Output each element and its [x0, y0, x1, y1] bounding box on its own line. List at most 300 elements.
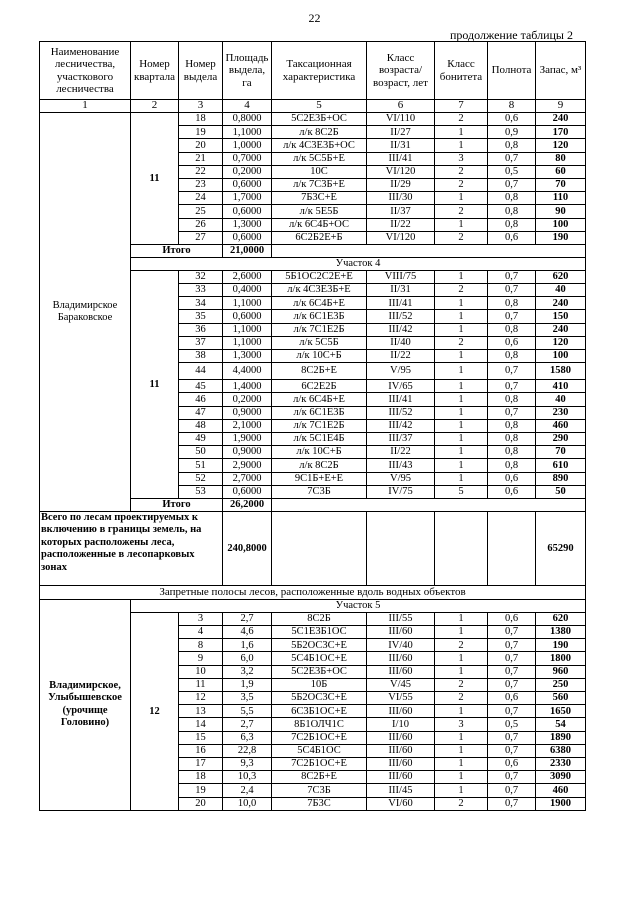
- age-cell: II/31: [367, 284, 435, 297]
- taxation-cell: л/к 6С4Б+Е: [272, 297, 367, 310]
- taxation-cell: 7С3Б: [272, 485, 367, 498]
- forestry-name: Владимирское Бараковское: [40, 113, 131, 512]
- bonitet-cell: 1: [435, 310, 488, 323]
- stock-cell: 1650: [536, 705, 586, 718]
- age-cell: VI/60: [367, 797, 435, 810]
- vydel-cell: 12: [179, 692, 223, 705]
- bonitet-cell: 1: [435, 406, 488, 419]
- taxation-cell: 8С2Б: [272, 612, 367, 625]
- age-cell: III/42: [367, 323, 435, 336]
- header-cell: Полнота: [488, 42, 536, 100]
- empty-cell: [272, 511, 367, 585]
- taxation-cell: 7С2Б1ОС+Е: [272, 757, 367, 770]
- vydel-cell: 20: [179, 139, 223, 152]
- area-cell: 1,0000: [223, 139, 272, 152]
- vydel-cell: 23: [179, 178, 223, 191]
- bonitet-cell: 1: [435, 270, 488, 283]
- vydel-cell: 37: [179, 336, 223, 349]
- bonitet-cell: 1: [435, 446, 488, 459]
- bonitet-cell: 1: [435, 744, 488, 757]
- age-cell: III/41: [367, 297, 435, 310]
- page-number: 22: [308, 11, 321, 25]
- density-cell: 0,7: [488, 797, 536, 810]
- bonitet-cell: 1: [435, 218, 488, 231]
- age-cell: III/43: [367, 459, 435, 472]
- header-cell: Таксационная характеристика: [272, 42, 367, 100]
- density-cell: 0,8: [488, 323, 536, 336]
- vydel-cell: 52: [179, 472, 223, 485]
- age-cell: III/60: [367, 757, 435, 770]
- taxation-cell: 5Б2ОС3С+Е: [272, 639, 367, 652]
- header-cell: Запас, м³: [536, 42, 586, 100]
- age-cell: VIII/75: [367, 270, 435, 283]
- area-cell: 1,9000: [223, 432, 272, 445]
- vydel-cell: 44: [179, 363, 223, 380]
- age-cell: III/60: [367, 744, 435, 757]
- taxation-cell: 7Б3С+Е: [272, 192, 367, 205]
- total-label: Итого: [131, 498, 223, 511]
- density-cell: 0,7: [488, 363, 536, 380]
- age-cell: VI/120: [367, 231, 435, 244]
- col-number: 2: [131, 100, 179, 113]
- taxation-cell: 5Б2ОС3С+Е: [272, 692, 367, 705]
- taxation-cell: л/к 5Е5Б: [272, 205, 367, 218]
- stock-cell: 50: [536, 485, 586, 498]
- bonitet-cell: 1: [435, 419, 488, 432]
- area-cell: 2,7: [223, 612, 272, 625]
- taxation-cell: 10Б: [272, 678, 367, 691]
- age-cell: III/52: [367, 310, 435, 323]
- stock-cell: 100: [536, 218, 586, 231]
- bonitet-cell: 1: [435, 784, 488, 797]
- density-cell: 0,7: [488, 178, 536, 191]
- stock-cell: 620: [536, 270, 586, 283]
- vydel-cell: 45: [179, 380, 223, 393]
- vydel-cell: 22: [179, 165, 223, 178]
- density-cell: 0,8: [488, 446, 536, 459]
- density-cell: 0,7: [488, 284, 536, 297]
- col-number: 3: [179, 100, 223, 113]
- density-cell: 0,8: [488, 393, 536, 406]
- area-cell: 5,5: [223, 705, 272, 718]
- density-cell: 0,8: [488, 205, 536, 218]
- taxation-cell: 8С2Б+Е: [272, 363, 367, 380]
- grand-total-row: [40, 511, 586, 585]
- bonitet-cell: 2: [435, 336, 488, 349]
- bonitet-cell: 2: [435, 797, 488, 810]
- total-label: Итого: [131, 244, 223, 257]
- density-cell: 0,6: [488, 612, 536, 625]
- taxation-cell: 5С2Е3Б+ОС: [272, 665, 367, 678]
- bonitet-cell: 2: [435, 692, 488, 705]
- age-cell: III/42: [367, 419, 435, 432]
- area-cell: 4,4000: [223, 363, 272, 380]
- age-cell: III/60: [367, 731, 435, 744]
- taxation-cell: 6С2Б2Е+Б: [272, 231, 367, 244]
- stock-cell: 460: [536, 419, 586, 432]
- area-cell: 1,1000: [223, 336, 272, 349]
- taxation-cell: 6С3Б1ОС+Е: [272, 705, 367, 718]
- bonitet-cell: 1: [435, 139, 488, 152]
- age-cell: II/27: [367, 126, 435, 139]
- stock-cell: 960: [536, 665, 586, 678]
- stock-cell: 250: [536, 678, 586, 691]
- vydel-cell: 19: [179, 126, 223, 139]
- bonitet-cell: 1: [435, 380, 488, 393]
- area-cell: 2,1000: [223, 419, 272, 432]
- bonitet-cell: 1: [435, 363, 488, 380]
- bonitet-cell: 1: [435, 612, 488, 625]
- empty-cell: [488, 511, 536, 585]
- header-cell: Номер выдела: [179, 42, 223, 100]
- density-cell: 0,6: [488, 113, 536, 126]
- vydel-cell: 35: [179, 310, 223, 323]
- taxation-cell: л/к 5С5Б+Е: [272, 152, 367, 165]
- taxation-cell: 5С4Б1ОС: [272, 744, 367, 757]
- bonitet-cell: 2: [435, 231, 488, 244]
- stock-cell: 190: [536, 231, 586, 244]
- age-cell: II/22: [367, 350, 435, 363]
- stock-cell: 120: [536, 139, 586, 152]
- stock-cell: 890: [536, 472, 586, 485]
- taxation-cell: л/к 4С3Е3Б+Е: [272, 284, 367, 297]
- bonitet-cell: 1: [435, 705, 488, 718]
- stock-cell: 120: [536, 336, 586, 349]
- vydel-cell: 33: [179, 284, 223, 297]
- age-cell: II/22: [367, 446, 435, 459]
- age-cell: II/31: [367, 139, 435, 152]
- vydel-cell: 14: [179, 718, 223, 731]
- density-cell: 0,5: [488, 165, 536, 178]
- header-cell: Класс бонитета: [435, 42, 488, 100]
- taxation-cell: л/к 7С1Е2Б: [272, 419, 367, 432]
- density-cell: 0,8: [488, 218, 536, 231]
- age-cell: V/95: [367, 472, 435, 485]
- bonitet-cell: 1: [435, 393, 488, 406]
- area-cell: 3,5: [223, 692, 272, 705]
- grand-total-label: Всего по лесам проектируемых к включению в границы земель, на которых расположены леса, расположенные в лесопарковых зонах: [40, 511, 223, 585]
- vydel-cell: 21: [179, 152, 223, 165]
- forest-table: [39, 41, 586, 811]
- col-number: 4: [223, 100, 272, 113]
- vydel-cell: 49: [179, 432, 223, 445]
- bonitet-cell: 1: [435, 350, 488, 363]
- vydel-cell: 32: [179, 270, 223, 283]
- stock-cell: 2330: [536, 757, 586, 770]
- bonitet-cell: 2: [435, 284, 488, 297]
- area-cell: 1,1000: [223, 323, 272, 336]
- vydel-cell: 19: [179, 784, 223, 797]
- age-cell: III/52: [367, 406, 435, 419]
- density-cell: 0,7: [488, 731, 536, 744]
- taxation-cell: 7С2Б1ОС+Е: [272, 731, 367, 744]
- col-number: 5: [272, 100, 367, 113]
- area-cell: 0,2000: [223, 165, 272, 178]
- vydel-cell: 48: [179, 419, 223, 432]
- area-cell: 0,9000: [223, 446, 272, 459]
- age-cell: III/45: [367, 784, 435, 797]
- vydel-cell: 17: [179, 757, 223, 770]
- area-cell: 0,6000: [223, 485, 272, 498]
- density-cell: 0,8: [488, 432, 536, 445]
- empty-cell: [435, 511, 488, 585]
- vydel-cell: 34: [179, 297, 223, 310]
- taxation-cell: л/к 7С1Е2Б: [272, 323, 367, 336]
- taxation-cell: 5С2Е3Б+ОС: [272, 113, 367, 126]
- vydel-cell: 9: [179, 652, 223, 665]
- stock-cell: 6380: [536, 744, 586, 757]
- section-title: Участок 5: [131, 599, 586, 612]
- age-cell: VI/120: [367, 165, 435, 178]
- density-cell: 0,7: [488, 744, 536, 757]
- stock-cell: 1800: [536, 652, 586, 665]
- taxation-cell: 5С4Б1ОС+Е: [272, 652, 367, 665]
- area-cell: 1,7000: [223, 192, 272, 205]
- stock-cell: 170: [536, 126, 586, 139]
- age-cell: III/60: [367, 705, 435, 718]
- vydel-cell: 26: [179, 218, 223, 231]
- taxation-cell: л/к 10С+Б: [272, 446, 367, 459]
- density-cell: 0,8: [488, 192, 536, 205]
- area-cell: 6,0: [223, 652, 272, 665]
- header-cell: Номер квартала: [131, 42, 179, 100]
- area-cell: 0,6000: [223, 178, 272, 191]
- stock-cell: 54: [536, 718, 586, 731]
- area-cell: 10,0: [223, 797, 272, 810]
- area-cell: 10,3: [223, 771, 272, 784]
- taxation-cell: л/к 6С4Б+ОС: [272, 218, 367, 231]
- density-cell: 0,7: [488, 705, 536, 718]
- bonitet-cell: 1: [435, 432, 488, 445]
- bonitet-cell: 1: [435, 192, 488, 205]
- age-cell: II/40: [367, 336, 435, 349]
- area-cell: 0,7000: [223, 152, 272, 165]
- empty-cell: [367, 511, 435, 585]
- bonitet-cell: 1: [435, 323, 488, 336]
- density-cell: 0,9: [488, 126, 536, 139]
- density-cell: 0,5: [488, 718, 536, 731]
- bonitet-cell: 2: [435, 639, 488, 652]
- age-cell: I/10: [367, 718, 435, 731]
- density-cell: 0,8: [488, 459, 536, 472]
- vydel-cell: 18: [179, 771, 223, 784]
- age-cell: III/55: [367, 612, 435, 625]
- taxation-cell: 8С2Б+Е: [272, 771, 367, 784]
- stock-cell: 70: [536, 178, 586, 191]
- taxation-cell: л/к 6С4Б+Е: [272, 393, 367, 406]
- area-cell: 1,4000: [223, 380, 272, 393]
- empty-cell: [272, 498, 536, 511]
- density-cell: 0,7: [488, 406, 536, 419]
- area-cell: 0,6000: [223, 231, 272, 244]
- kvartal-number: 11: [131, 270, 179, 498]
- density-cell: 0,8: [488, 350, 536, 363]
- total-area: 21,0000: [223, 244, 272, 257]
- stock-cell: 240: [536, 113, 586, 126]
- stock-cell: 100: [536, 350, 586, 363]
- density-cell: 0,7: [488, 270, 536, 283]
- area-cell: 0,6000: [223, 205, 272, 218]
- bonitet-cell: 3: [435, 718, 488, 731]
- density-cell: 0,7: [488, 639, 536, 652]
- grand-total-area: 240,8000: [223, 511, 272, 585]
- section-row: [40, 599, 586, 612]
- vydel-cell: 38: [179, 350, 223, 363]
- density-cell: 0,7: [488, 784, 536, 797]
- area-cell: 2,4: [223, 784, 272, 797]
- col-number: 6: [367, 100, 435, 113]
- col-number: 7: [435, 100, 488, 113]
- bonitet-cell: 2: [435, 113, 488, 126]
- stock-cell: 150: [536, 310, 586, 323]
- density-cell: 0,8: [488, 419, 536, 432]
- stock-cell: 1580: [536, 363, 586, 380]
- vydel-cell: 20: [179, 797, 223, 810]
- area-cell: 1,9: [223, 678, 272, 691]
- age-cell: II/29: [367, 178, 435, 191]
- area-cell: 22,8: [223, 744, 272, 757]
- area-cell: 3,2: [223, 665, 272, 678]
- taxation-cell: л/к 5С1Е4Б: [272, 432, 367, 445]
- age-cell: IV/65: [367, 380, 435, 393]
- stock-cell: 1900: [536, 797, 586, 810]
- table-row: [40, 113, 586, 126]
- density-cell: 0,8: [488, 297, 536, 310]
- empty-cell: [272, 244, 536, 257]
- empty-cell: [536, 244, 586, 257]
- area-cell: 0,4000: [223, 284, 272, 297]
- vydel-cell: 27: [179, 231, 223, 244]
- bonitet-cell: 1: [435, 626, 488, 639]
- stock-cell: 60: [536, 165, 586, 178]
- density-cell: 0,7: [488, 310, 536, 323]
- header-cell: Наименование лесничества, участкового лесничества: [40, 42, 131, 100]
- taxation-cell: 6С2Е2Б: [272, 380, 367, 393]
- age-cell: III/60: [367, 626, 435, 639]
- vydel-cell: 15: [179, 731, 223, 744]
- vydel-cell: 53: [179, 485, 223, 498]
- age-cell: IV/40: [367, 639, 435, 652]
- stock-cell: 290: [536, 432, 586, 445]
- area-cell: 2,6000: [223, 270, 272, 283]
- stock-cell: 80: [536, 152, 586, 165]
- bonitet-cell: 1: [435, 665, 488, 678]
- header-cell: Площадь выдела, га: [223, 42, 272, 100]
- area-cell: 0,8000: [223, 113, 272, 126]
- vydel-cell: 16: [179, 744, 223, 757]
- total-area: 26,2000: [223, 498, 272, 511]
- col-number: 9: [536, 100, 586, 113]
- kvartal-number: 12: [131, 612, 179, 810]
- stock-cell: 560: [536, 692, 586, 705]
- bonitet-cell: 2: [435, 678, 488, 691]
- area-cell: 1,1000: [223, 126, 272, 139]
- area-cell: 9,3: [223, 757, 272, 770]
- area-cell: 2,7000: [223, 472, 272, 485]
- bonitet-cell: 1: [435, 757, 488, 770]
- density-cell: 0,7: [488, 678, 536, 691]
- stock-cell: 410: [536, 380, 586, 393]
- density-cell: 0,6: [488, 336, 536, 349]
- forestry-name: Владимирское, Улыбышевское (урочище Головино): [40, 599, 131, 810]
- taxation-cell: 9С1Б+Е+Е: [272, 472, 367, 485]
- bonitet-cell: 1: [435, 652, 488, 665]
- vydel-cell: 50: [179, 446, 223, 459]
- header-cell: Класс возраста/ возраст, лет: [367, 42, 435, 100]
- stock-cell: 610: [536, 459, 586, 472]
- taxation-cell: 7С3Б: [272, 784, 367, 797]
- age-cell: II/22: [367, 218, 435, 231]
- grand-total-stock: 65290: [536, 511, 586, 585]
- vydel-cell: 11: [179, 678, 223, 691]
- section-title: Запретные полосы лесов, расположенные вдоль водных объектов: [40, 585, 586, 599]
- header-row: [40, 42, 586, 100]
- age-cell: III/60: [367, 652, 435, 665]
- density-cell: 0,8: [488, 139, 536, 152]
- section-title: Участок 4: [131, 257, 586, 270]
- vydel-cell: 46: [179, 393, 223, 406]
- age-cell: III/41: [367, 152, 435, 165]
- kvartal-number: 11: [131, 113, 179, 245]
- density-cell: 0,6: [488, 757, 536, 770]
- density-cell: 0,6: [488, 231, 536, 244]
- density-cell: 0,7: [488, 771, 536, 784]
- vydel-cell: 13: [179, 705, 223, 718]
- stock-cell: 240: [536, 297, 586, 310]
- stock-cell: 3090: [536, 771, 586, 784]
- vydel-cell: 25: [179, 205, 223, 218]
- stock-cell: 1380: [536, 626, 586, 639]
- col-number: 8: [488, 100, 536, 113]
- taxation-cell: 5С1Е3Б1ОС: [272, 626, 367, 639]
- stock-cell: 240: [536, 323, 586, 336]
- vydel-cell: 24: [179, 192, 223, 205]
- density-cell: 0,7: [488, 665, 536, 678]
- density-cell: 0,6: [488, 472, 536, 485]
- age-cell: V/45: [367, 678, 435, 691]
- area-cell: 2,9000: [223, 459, 272, 472]
- bonitet-cell: 1: [435, 126, 488, 139]
- empty-cell: [536, 498, 586, 511]
- taxation-cell: л/к 10С+Б: [272, 350, 367, 363]
- age-cell: III/41: [367, 393, 435, 406]
- column-number-row: [40, 100, 586, 113]
- age-cell: V/95: [367, 363, 435, 380]
- vydel-cell: 47: [179, 406, 223, 419]
- age-cell: III/37: [367, 432, 435, 445]
- vydel-cell: 3: [179, 612, 223, 625]
- bonitet-cell: 1: [435, 771, 488, 784]
- area-cell: 6,3: [223, 731, 272, 744]
- vydel-cell: 51: [179, 459, 223, 472]
- stock-cell: 1890: [536, 731, 586, 744]
- density-cell: 0,7: [488, 380, 536, 393]
- area-cell: 1,3000: [223, 218, 272, 231]
- stock-cell: 230: [536, 406, 586, 419]
- taxation-cell: 8Б1ОЛЧ1С: [272, 718, 367, 731]
- area-cell: 1,3000: [223, 350, 272, 363]
- bonitet-cell: 1: [435, 297, 488, 310]
- area-cell: 0,6000: [223, 310, 272, 323]
- age-cell: VI/110: [367, 113, 435, 126]
- vydel-cell: 8: [179, 639, 223, 652]
- age-cell: IV/75: [367, 485, 435, 498]
- taxation-cell: л/к 4С3Е3Б+ОС: [272, 139, 367, 152]
- bonitet-cell: 2: [435, 178, 488, 191]
- vydel-cell: 10: [179, 665, 223, 678]
- stock-cell: 190: [536, 639, 586, 652]
- density-cell: 0,7: [488, 652, 536, 665]
